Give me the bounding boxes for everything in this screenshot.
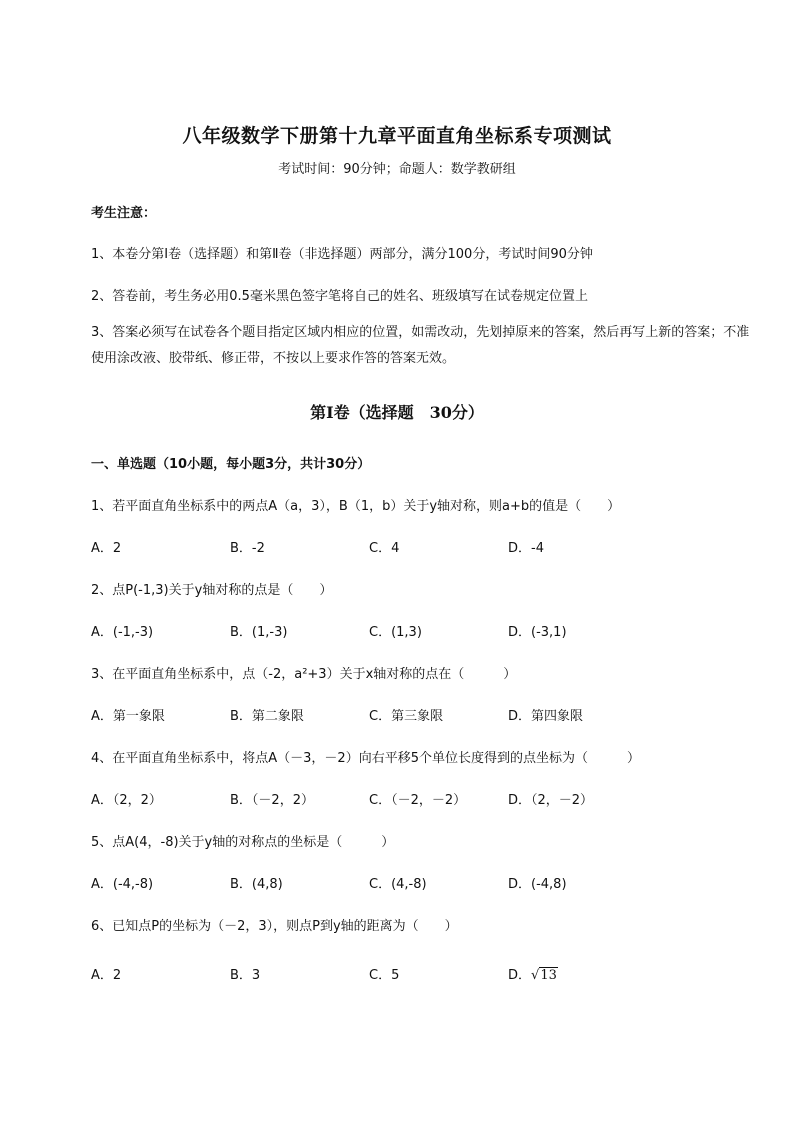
sqrt-expression: √13 bbox=[531, 968, 557, 983]
sqrt-radicand: 13 bbox=[540, 968, 557, 983]
question-6-stem: 6、已知点P的坐标为（－2，3），则点P到y轴的距离为（ ） bbox=[91, 919, 458, 934]
question-1-option-b: B．-2 bbox=[230, 541, 265, 556]
exam-subtitle: 考试时间：90分钟；命题人：数学教研组 bbox=[278, 162, 516, 177]
notice-item-1: 1、本卷分第I卷（选择题）和第Ⅱ卷（非选择题）两部分，满分100分，考试时间90分钟 bbox=[91, 247, 593, 262]
question-2-stem: 2、点P(-1,3)关于y轴对称的点是（ ） bbox=[91, 583, 333, 598]
question-2-option-b: B．(1,-3) bbox=[230, 625, 288, 640]
question-2-option-d: D．(-3,1) bbox=[508, 625, 567, 640]
notice-item-2: 2、答卷前，考生务必用0.5毫米黑色签字笔将自己的姓名、班级填写在试卷规定位置上 bbox=[91, 289, 588, 304]
part-heading: 一、单选题（10小题，每小题3分，共计30分） bbox=[91, 457, 371, 472]
question-1-option-d: D．-4 bbox=[508, 541, 544, 556]
question-4-option-d: D．（2，－2） bbox=[508, 793, 594, 808]
question-5-option-b: B．(4,8) bbox=[230, 877, 283, 892]
question-4-stem: 4、在平面直角坐标系中，将点A（－3，－2）向右平移5个单位长度得到的点坐标为（ ） bbox=[91, 751, 640, 766]
question-2-option-a: A．(-1,-3) bbox=[91, 625, 154, 640]
question-5-stem: 5、点A(4，-8)关于y轴的对称点的坐标是（ ） bbox=[91, 835, 395, 850]
notice-item-3: 3、答案必须写在试卷各个题目指定区域内相应的位置，如需改动，先划掉原来的答案，然后再写上新的答案；不准使用涂改液、胶带纸、修正带，不按以上要求作答的答案无效。 bbox=[91, 325, 750, 366]
question-5-option-d: D．(-4,8) bbox=[508, 877, 567, 892]
question-6-option-c: C．5 bbox=[369, 968, 400, 983]
notice-heading: 考生注意： bbox=[91, 206, 157, 221]
question-1-option-a: A．2 bbox=[91, 541, 122, 556]
section-title: 第I卷（选择题 30分） bbox=[310, 403, 484, 422]
exam-title: 八年级数学下册第十九章平面直角坐标系专项测试 bbox=[182, 125, 612, 147]
question-4-option-c: C．（－2，－2） bbox=[369, 793, 467, 808]
question-6-option-a: A．2 bbox=[91, 968, 122, 983]
question-4-option-a: A．（2，2） bbox=[91, 793, 162, 808]
question-3-stem: 3、在平面直角坐标系中，点（-2，a²+3）关于x轴对称的点在（ ） bbox=[91, 667, 517, 682]
question-3-option-a: A．第一象限 bbox=[91, 709, 165, 724]
question-4-option-b: B．（－2，2） bbox=[230, 793, 314, 808]
question-5-option-a: A．(-4,-8) bbox=[91, 877, 154, 892]
question-1-stem: 1、若平面直角坐标系中的两点A（a，3），B（1，b）关于y轴对称，则a+b的值是（ ） bbox=[91, 499, 621, 514]
question-6-option-d-label: D． bbox=[508, 968, 532, 983]
question-6-option-d bbox=[508, 964, 558, 983]
question-3-option-c: C．第三象限 bbox=[369, 709, 444, 724]
question-2-option-c: C．(1,3) bbox=[369, 625, 422, 640]
question-5-option-c: C．(4,-8) bbox=[369, 877, 427, 892]
question-3-option-d: D．第四象限 bbox=[508, 709, 584, 724]
question-3-option-b: B．第二象限 bbox=[230, 709, 304, 724]
question-6-option-b: B．3 bbox=[230, 968, 261, 983]
question-1-option-c: C．4 bbox=[369, 541, 400, 556]
